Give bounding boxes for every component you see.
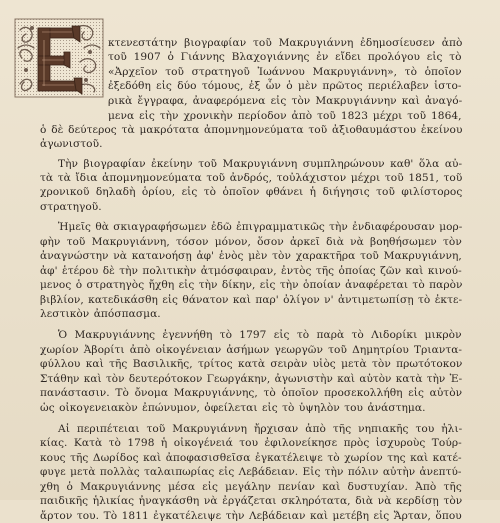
text-line: κίας. Κατὰ τὸ 1798 ἡ οἰκογένειά του ἐφιλονείκησε πρὸς ἰσχυροὺς Τούρ- xyxy=(40,437,462,449)
text-line: πανάστασιν. Τὸ ὄνομα Μακρυγιάννης, τὸ ὁποῖον προσεκολλήθη εἰς αὐτὸν xyxy=(40,387,463,399)
text-line: ἄρτον του. Τὸ 1811 ἐγκατέλειψε τὴν Λεβάδειαν καὶ μετέβη εἰς Ἄρταν, ὅπου xyxy=(40,510,462,522)
text-line: ἀναγνώστην νὰ κατανοήσῃ ἀφ' ἑνὸς μὲν τὸν χαρακτῆρα τοῦ Μακρυγιάννη, xyxy=(40,250,462,262)
text-line: παιδικῆς ἡλικίας ἠναγκάσθη νὰ ἐργάζεται σκληρότατα, διὰ νὰ κερδίσῃ τὸν xyxy=(40,495,463,507)
text-line: κτενεστάτην βιογραφίαν τοῦ Μακρυγιάννη ἐδημοσίευσεν ἀπὸ xyxy=(108,37,463,49)
text-line: «Ἀρχεῖον τοῦ στρατηγοῦ Ἰωάννου Μακρυγιάννη», τὸ ὁποῖον xyxy=(108,66,462,78)
text-line: κους τῆς Δωρίδος καὶ ἀποφασισθεῖσα ἐγκατέλειψε τὸ χωρίον της καὶ κατέ- xyxy=(40,452,462,464)
text-line: στρατηγοῦ. xyxy=(40,201,102,213)
text-line: φύλλου καὶ τῆς Βασιλικῆς, τρίτος κατὰ σειρὰν υἱὸς μετὰ τὸν πρωτότοκον xyxy=(40,358,463,370)
text-line: ὡς οἰκογενειακὸν ἐπώνυμον, ὀφείλεται εἰς τὸ ὑψηλὸν του ἀνάστημα. xyxy=(40,402,426,414)
text-line: ρικὰ ἔγγραφα, ἀναφερόμενα εἰς τὸν Μακρυγιάννην καὶ ἀναγό- xyxy=(108,95,463,107)
text-line: Στάθην καὶ τὸν δευτερότοκον Γεωργάκην, ἀγωνιστὴν καὶ αὐτὸν κατὰ τὴν Ἐ- xyxy=(40,373,463,385)
text-line: λεστικὸν ἀπόσπασμα. xyxy=(40,308,161,320)
text-line: τοῦ 1907 ὁ Γιάννης Βλαχογιάννης ἐν εἴδει προλόγου εἰς τὸ xyxy=(108,51,462,63)
text-line: βιβλίον, κατεδικάσθη εἰς θάνατον καὶ παρ' ὀλίγον ν' ἀντιμετωπίσῃ τὸ ἐκτε- xyxy=(40,294,463,306)
text-line: φυγε μετὰ πολλὰς ταλαιπωρίας εἰς Λεβάδειαν. Εἰς τὴν πόλιν αὐτὴν ἀνεπτύ- xyxy=(40,466,462,478)
text-line: μενα εἰς τὴν χρονικὴν περίοδον ἀπὸ τοῦ 1823 μέχρι τοῦ 1864, xyxy=(108,110,462,122)
text-line: ὁ δὲ δεύτερος τὰ μακρότατα ἀπομνημονεύματα τοῦ ἀξιοθαυμάστου ἐκείνου xyxy=(40,124,463,136)
text-line: χθη ὁ Μακρυγιάννης μέσα εἰς μεγάλην πενίαν καὶ δυστυχίαν. Ἀπὸ τῆς xyxy=(40,481,462,493)
text-line: μενος ὁ στρατηγὸς ἤχθη εἰς τὴν δίκην, εἰς τὴν ὁποίαν ἀναφέρεται τὸ παρὸν xyxy=(40,279,463,291)
text-line: φὴν τοῦ Μακρυγιάννη, τόσον μόνον, ὅσον ἀρκεῖ διὰ νὰ βοηθήσωμεν τὸν xyxy=(40,236,462,248)
text-line: Ὁ Μακρυγιάννης ἐγεννήθη τὸ 1797 εἰς τὸ παρὰ τὸ Λιδορίκι μικρὸν xyxy=(58,329,462,341)
text-line: Τὴν βιογραφίαν ἐκείνην τοῦ Μακρυγιάννη συμπληρώνουν καθ' ὅλα αὐ- xyxy=(58,158,463,170)
ornamental-initial xyxy=(14,18,104,98)
ornamental-initial-graphic xyxy=(14,18,104,98)
text-line: ἀφ' ἑτέρου δὲ τὴν πολιτικὴν ἀτμόσφαιραν, ἐντὸς τῆς ὁποίας ζῶν καὶ κινού- xyxy=(40,265,462,277)
text-line: χωρίον Ἀβορίτι ἀπὸ οἰκογένειαν ἀσήμων γεωργῶν τοῦ Δημητρίου Τριαντα- xyxy=(40,344,463,356)
text-line: χρονικοῦ δηλαδὴ ὁρίου, εἰς τὸ ὁποῖον φθάνει ἡ διήγησις τοῦ φιλίστορος xyxy=(40,186,463,198)
text-line: Ἡμεῖς θὰ σκιαγραφήσωμεν ἐδῶ ἐπιγραμματικῶς τὴν ἐνδιαφέρουσαν μορ- xyxy=(58,221,463,233)
text-line: Αἱ περιπέτειαι τοῦ Μακρυγιάννη ἤρχισαν ἀπὸ τῆς νηπιακῆς του ἡλι- xyxy=(58,423,463,435)
text-line: ἀγωνιστοῦ. xyxy=(40,138,103,150)
text-line: ἐξεδόθη εἰς δύο τόμους, ἐξ ὧν ὁ μὲν πρῶτος περιέλαβεν ἱστο- xyxy=(108,80,462,92)
text-line: τὰ τὰ ἴδια ἀπομνημονεύματα τοῦ ἀνδρός, τοὐλάχιστον μέχρι τοῦ 1851, τοῦ xyxy=(40,172,463,184)
